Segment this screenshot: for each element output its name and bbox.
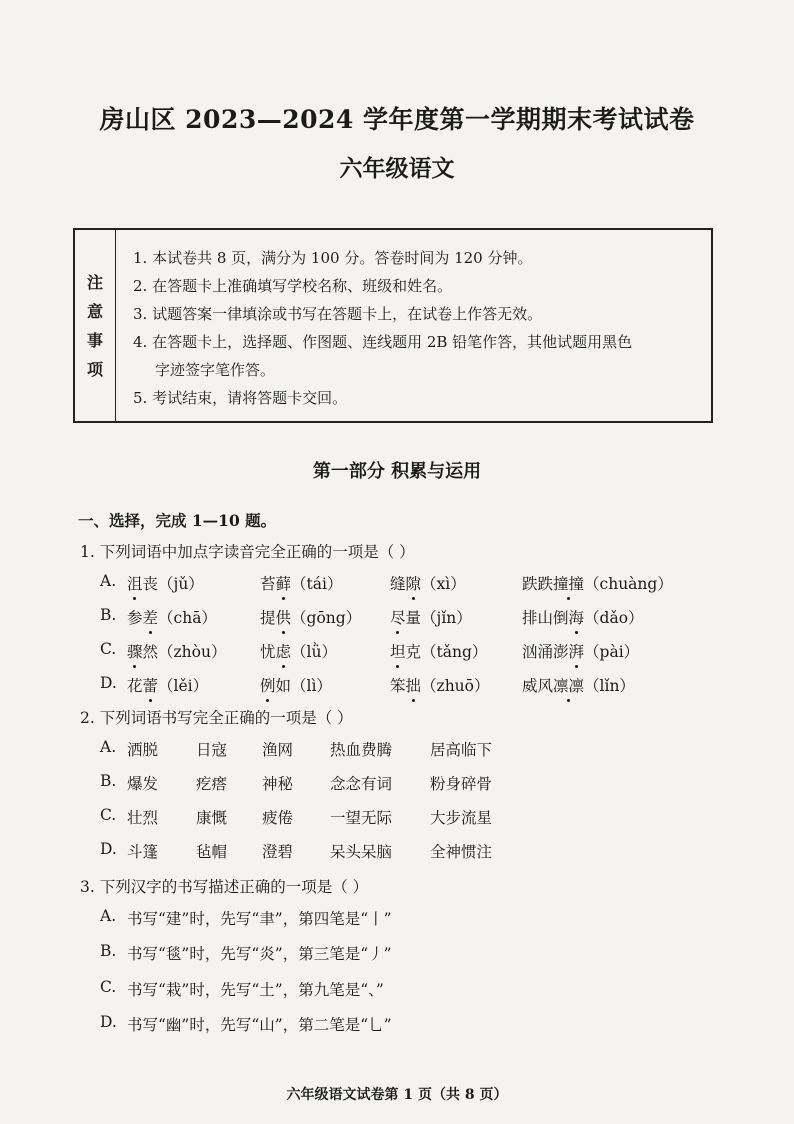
word-prefix: 苔 bbox=[260, 575, 276, 593]
option-letter: A. bbox=[100, 572, 117, 590]
notice-item-continued: 字迹签字笔作答。 bbox=[155, 361, 276, 379]
section-title: 第一部分 积累与运用 bbox=[312, 461, 482, 482]
word-prefix: 提 bbox=[260, 609, 276, 627]
option-word bbox=[390, 572, 466, 594]
word-prefix: 威风 bbox=[522, 677, 554, 695]
notice-item: 4. 在答题卡上，选择题、作图题、连线题用 2B 铅笔作答，其他试题用黑色 bbox=[133, 333, 633, 351]
option-word bbox=[127, 674, 208, 696]
dotted-character: 沮 bbox=[127, 572, 143, 594]
option-word bbox=[260, 674, 332, 696]
option-word: 渔网 bbox=[262, 741, 294, 759]
option-text: 书写“建”时，先写“聿”，第四笔是“丨” bbox=[127, 910, 392, 928]
option-letter: A. bbox=[100, 738, 117, 756]
word-suffix: 克（tǎng） bbox=[405, 643, 488, 661]
option-letter: B. bbox=[100, 606, 117, 624]
dotted-character: 坦 bbox=[390, 640, 406, 662]
option-word bbox=[127, 572, 204, 594]
dotted-character: 例 bbox=[260, 674, 276, 696]
option-word bbox=[127, 640, 226, 662]
option-text: 书写“栽”时，先写“土”，第九笔是“、” bbox=[127, 981, 384, 999]
option-word: 洒脱 bbox=[127, 741, 159, 759]
notice-item: 3. 试题答案一律填涂或书写在答题卡上，在试卷上作答无效。 bbox=[133, 305, 543, 323]
option-word bbox=[390, 640, 487, 662]
word-suffix: （chuàng） bbox=[584, 575, 673, 593]
option-word: 呆头呆脑 bbox=[330, 843, 393, 861]
option-word: 热血费腾 bbox=[330, 741, 393, 759]
option-word: 粉身碎骨 bbox=[430, 775, 493, 793]
option-word: 疲倦 bbox=[262, 809, 294, 827]
option-letter: D. bbox=[100, 840, 117, 858]
exam-subject: 六年级语文 bbox=[339, 155, 455, 182]
word-suffix: （gōng） bbox=[291, 609, 362, 627]
notice-label-char: 事 bbox=[86, 330, 103, 350]
word-suffix: （lěi） bbox=[158, 677, 209, 695]
option-word: 毡帽 bbox=[196, 843, 228, 861]
question-2-stem: 2. 下列词语书写完全正确的一项是（ ） bbox=[80, 709, 353, 727]
dotted-character: 骤 bbox=[127, 640, 143, 662]
option-letter: D. bbox=[100, 1013, 117, 1031]
word-prefix: 跌跌 bbox=[522, 575, 554, 593]
dotted-character: 隙 bbox=[406, 572, 422, 594]
notice-item: 1. 本试卷共 8 页，满分为 100 分。答卷时间为 120 分钟。 bbox=[133, 249, 533, 267]
option-word bbox=[260, 606, 361, 628]
notice-label-char: 注 bbox=[86, 272, 103, 292]
option-word: 日寇 bbox=[196, 741, 228, 759]
word-prefix: 缝 bbox=[390, 575, 406, 593]
option-word: 康慨 bbox=[196, 809, 228, 827]
part-heading: 一、选择，完成 1—10 题。 bbox=[78, 511, 277, 530]
option-word bbox=[390, 674, 490, 696]
word-suffix: （xì） bbox=[421, 575, 466, 593]
option-word: 爆发 bbox=[127, 775, 159, 793]
dotted-character: 蕾 bbox=[143, 674, 159, 696]
question-3-stem: 3. 下列汉字的书写描述正确的一项是（ ） bbox=[80, 878, 369, 896]
word-prefix: 排山倒 bbox=[522, 609, 569, 627]
dotted-character: 差 bbox=[143, 606, 159, 628]
option-text: 书写“幽”时，先写“山”，第二笔是“乚” bbox=[127, 1016, 392, 1034]
notice-label-char: 项 bbox=[86, 359, 103, 379]
option-word bbox=[522, 674, 635, 696]
word-suffix: 然（zhòu） bbox=[142, 643, 227, 661]
option-letter: C. bbox=[100, 806, 117, 824]
exam-title: 房山区 2023—2024 学年度第一学期期末考试试卷 bbox=[99, 105, 695, 134]
option-word bbox=[522, 572, 673, 594]
option-word: 全神惯注 bbox=[430, 843, 493, 861]
dotted-character: 虑 bbox=[276, 640, 292, 662]
word-prefix: 花 bbox=[127, 677, 143, 695]
question-1-stem: 1. 下列词语中加点字读音完全正确的一项是（ ） bbox=[80, 543, 415, 561]
dotted-character: 尽 bbox=[390, 606, 406, 628]
option-word bbox=[260, 572, 342, 594]
option-letter: A. bbox=[100, 907, 117, 925]
word-suffix: （chā） bbox=[158, 609, 217, 627]
option-word: 念念有词 bbox=[330, 775, 393, 793]
option-letter: D. bbox=[100, 674, 117, 692]
dotted-character: 凛凛 bbox=[553, 674, 584, 696]
dotted-character: 供 bbox=[276, 606, 292, 628]
notice-label-char: 意 bbox=[86, 301, 103, 321]
dotted-character: 藓 bbox=[276, 572, 292, 594]
option-text: 书写“毯”时，先写“炎”，第三笔是“丿” bbox=[127, 945, 392, 963]
notice-item: 2. 在答题卡上准确填写学校名称、班级和姓名。 bbox=[133, 277, 453, 295]
option-letter: C. bbox=[100, 640, 117, 658]
word-suffix: 量（jǐn） bbox=[405, 609, 472, 627]
option-letter: B. bbox=[100, 772, 117, 790]
option-word: 大步流星 bbox=[430, 809, 493, 827]
word-prefix: 笨 bbox=[390, 677, 406, 695]
notice-item: 5. 考试结束，请将答题卡交回。 bbox=[133, 389, 348, 407]
option-word: 居高临下 bbox=[430, 741, 493, 759]
option-word: 一望无际 bbox=[330, 809, 393, 827]
word-suffix: （tái） bbox=[291, 575, 343, 593]
option-word: 壮烈 bbox=[127, 809, 159, 827]
dotted-character: 海 bbox=[569, 606, 585, 628]
option-letter: B. bbox=[100, 942, 117, 960]
word-suffix: （lǜ） bbox=[291, 643, 337, 661]
word-suffix: 如（lì） bbox=[275, 677, 332, 695]
notice-box bbox=[73, 228, 713, 423]
notice-label bbox=[75, 230, 116, 421]
dotted-character: 撞撞 bbox=[553, 572, 584, 594]
option-letter: C. bbox=[100, 978, 117, 996]
option-word: 斗篷 bbox=[127, 843, 159, 861]
option-word bbox=[522, 606, 644, 628]
option-word bbox=[522, 640, 639, 662]
word-suffix: （zhuō） bbox=[421, 677, 490, 695]
word-suffix: （lǐn） bbox=[584, 677, 635, 695]
word-prefix: 参 bbox=[127, 609, 143, 627]
word-suffix: 丧（jǔ） bbox=[142, 575, 204, 593]
option-word bbox=[260, 640, 337, 662]
option-word: 澄碧 bbox=[262, 843, 294, 861]
word-suffix: （dǎo） bbox=[584, 609, 644, 627]
dotted-character: 湃 bbox=[569, 640, 585, 662]
word-prefix: 忧 bbox=[260, 643, 276, 661]
option-word bbox=[390, 606, 472, 628]
word-suffix: （pài） bbox=[584, 643, 640, 661]
option-word: 神秘 bbox=[262, 775, 294, 793]
page-footer: 六年级语文试卷第 1 页（共 8 页） bbox=[286, 1087, 508, 1103]
option-word bbox=[127, 606, 217, 628]
option-word: 疙瘩 bbox=[196, 775, 228, 793]
dotted-character: 拙 bbox=[406, 674, 422, 696]
word-prefix: 汹涌澎 bbox=[522, 643, 569, 661]
